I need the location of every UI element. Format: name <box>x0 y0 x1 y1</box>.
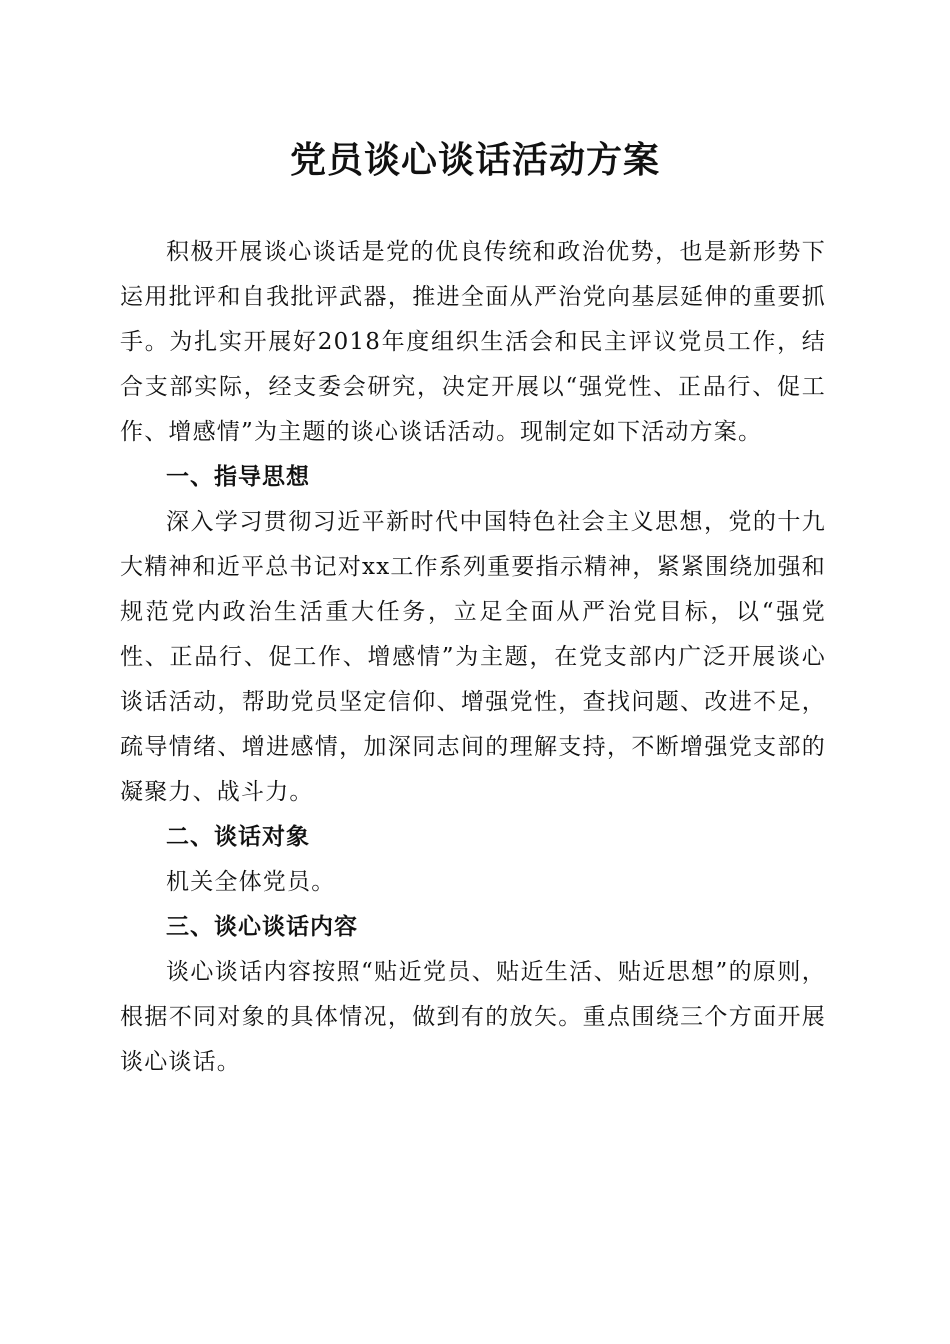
section-text-interview-targets: 机关全体党员。 <box>166 869 336 895</box>
section-text-talk-content: 谈心谈话内容按照“贴近党员、贴近生活、贴近思想”的原则，根据不同对象的具体情况，做到有的放矢。重点围绕三个方面开展谈心谈话。 <box>120 959 826 1075</box>
document-title: 党员谈心谈话活动方案 <box>289 139 660 181</box>
section-heading-interview-targets: 二、谈话对象 <box>166 824 310 850</box>
section-heading-guiding-ideology: 一、指导思想 <box>166 464 310 490</box>
document-body <box>120 230 826 1085</box>
section-text-guiding-ideology: 深入学习贯彻习近平新时代中国特色社会主义思想，党的十九大精神和近平总书记对xx工作系列重要指示精神，紧紧围绕加强和规范党内政治生活重大任务，立足全面从严治党目标，以“强党性、正品行、促工作、增感情”为主题，在党支部内广泛开展谈心谈话活动，帮助党员坚定信仰、增强党性，查找问题、改进不足，疏导情绪、增进感情，加深同志间的理解支持，不断增强党支部的凝聚力、战斗力。 <box>120 509 826 805</box>
section-heading-talk-content: 三、谈心谈话内容 <box>166 914 358 940</box>
intro-paragraph: 积极开展谈心谈话是党的优良传统和政治优势，也是新形势下运用批评和自我批评武器，推进全面从严治党向基层延伸的重要抓手。为扎实开展好2018年度组织生活会和民主评议党员工作，结合支部实际，经支委会研究，决定开展以“强党性、正品行、促工作、增感情”为主题的谈心谈话活动。现制定如下活动方案。 <box>120 239 826 445</box>
